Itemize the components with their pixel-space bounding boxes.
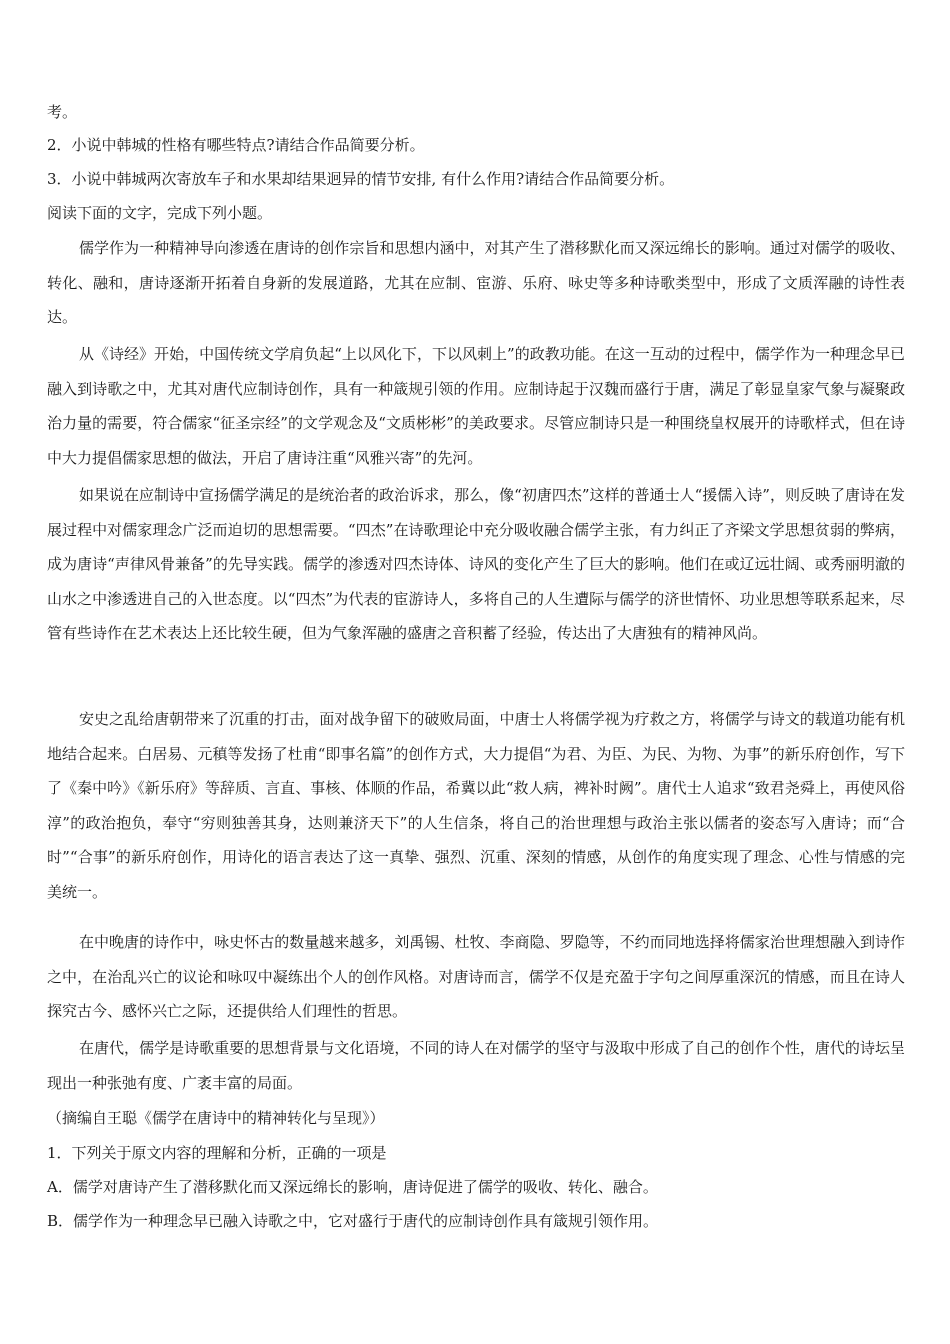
question-1-option-b: B．儒学作为一种理念早已融入诗歌之中，它对盛行于唐代的应制诗创作具有箴规引领作用。: [47, 1212, 659, 1230]
article-paragraph-4: 安史之乱给唐朝带来了沉重的打击，面对战争留下的破败局面，中唐士人将儒学视为疗救之方，将儒学与诗文的载道功能有机地结合起来。白居易、元稹等发扬了杜甫“即事名篇”的创作方式，大力提倡“为君、为臣、为民、为物、为事”的新乐府创作，写下了《秦中吟》《新乐府》等辞质、言直、事核、体顺的作品，希冀以此“救人病，裨补时阙”。唐代士人追求“致君尧舜上，再使风俗淳”的政治抱负，奉守“穷则独善其身，达则兼济天下”的人生信条，将自己的治世理想与政治主张以儒者的姿态写入唐诗；而“合时”“合事”的新乐府创作，用诗化的语言表达了这一真挚、强烈、沉重、深刻的情感，从创作的角度实现了理念、心性与情感的完美统一。: [47, 710, 905, 901]
carry-over-text: 考。: [47, 103, 78, 121]
question-1-stem: 1．下列关于原文内容的理解和分析，正确的一项是: [47, 1144, 387, 1162]
article-paragraph-2: 从《诗经》开始，中国传统文学肩负起“上以风化下，下以风刺上”的政教功能。在这一互动的过程中，儒学作为一种理念早已融入到诗歌之中，尤其对唐代应制诗创作，具有一种箴规引领的作用。应制诗起于汉魏而盛行于唐，满足了彰显皇家气象与凝聚政治力量的需要，符合儒家“征圣宗经”的文学观念及“文质彬彬”的美政要求。尽管应制诗只是一种围绕皇权展开的诗歌样式，但在诗中大力提倡儒家思想的做法，开启了唐诗注重“风雅兴寄”的先河。: [47, 345, 905, 467]
article-source: （摘编自王聪《儒学在唐诗中的精神转化与呈现》）: [47, 1109, 385, 1127]
article-paragraph-6: 在唐代，儒学是诗歌重要的思想背景与文化语境，不同的诗人在对儒学的坚守与汲取中形成了自己的创作个性，唐代的诗坛呈现出一种张弛有度、广袤丰富的局面。: [47, 1039, 905, 1092]
article-paragraph-1: 儒学作为一种精神导向渗透在唐诗的创作宗旨和思想内涵中，对其产生了潜移默化而又深远绵长的影响。通过对儒学的吸收、转化、融和，唐诗逐渐开拓着自身新的发展道路，尤其在应制、宦游、乐府、咏史等多种诗歌类型中，形成了文质浑融的诗性表达。: [47, 239, 905, 326]
article-paragraph-5: 在中晚唐的诗作中，咏史怀古的数量越来越多，刘禹锡、杜牧、李商隐、罗隐等，不约而同地选择将儒家治世理想融入到诗作之中，在治乱兴亡的议论和咏叹中凝练出个人的创作风格。对唐诗而言，儒学不仅是充盈于字句之间厚重深沉的情感，而且在诗人探究古今、感怀兴亡之际，还提供给人们理性的哲思。: [47, 933, 905, 1020]
question-2: 2．小说中韩城的性格有哪些特点?请结合作品简要分析。: [47, 136, 425, 154]
article-paragraph-3: 如果说在应制诗中宣扬儒学满足的是统治者的政治诉求，那么，像“初唐四杰”这样的普通士人“援儒入诗”，则反映了唐诗在发展过程中对儒家理念广泛而迫切的思想需要。“四杰”在诗歌理论中充分吸收融合儒学主张，有力纠正了齐梁文学思想贫弱的弊病，成为唐诗“声律风骨兼备”的先导实践。儒学的渗透对四杰诗体、诗风的变化产生了巨大的影响。他们在或辽远壮阔、或秀丽明澈的山水之中渗透进自己的入世态度。以“四杰”为代表的宦游诗人，多将自己的人生遭际与儒学的济世情怀、功业思想等联系起来，尽管有些诗作在艺术表达上还比较生硬，但为气象浑融的盛唐之音积蓄了经验，传达出了大唐独有的精神风尚。: [47, 486, 905, 642]
question-1-option-a: A．儒学对唐诗产生了潜移默化而又深远绵长的影响，唐诗促进了儒学的吸收、转化、融合。: [47, 1178, 658, 1196]
reading-instruction: 阅读下面的文字，完成下列小题。: [47, 204, 273, 222]
question-3: 3．小说中韩城两次寄放车子和水果却结果迥异的情节安排, 有什么作用?请结合作品简要分析。: [47, 170, 675, 188]
